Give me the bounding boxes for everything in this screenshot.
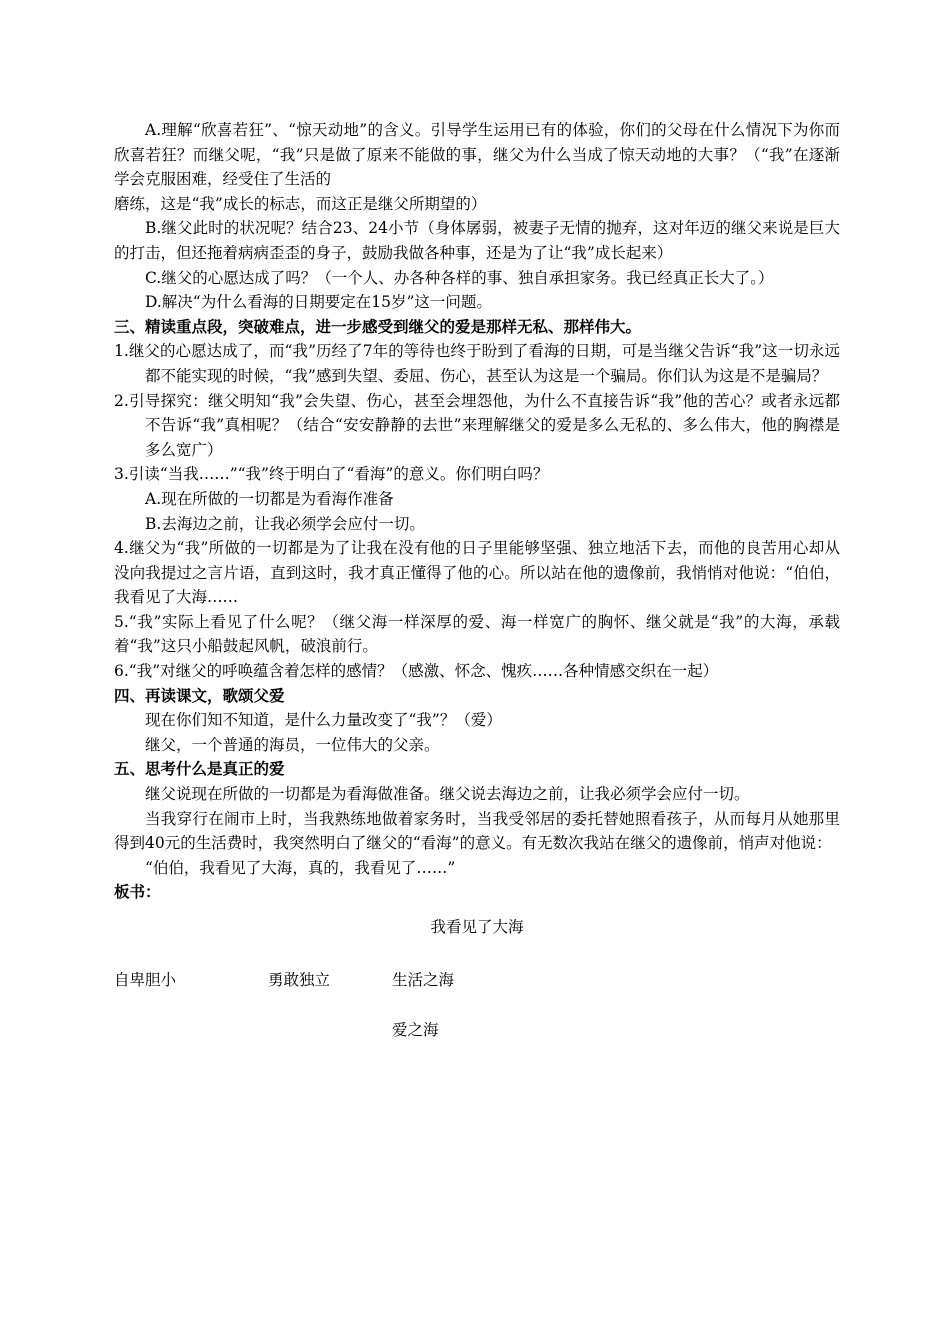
section-three-heading: 三、精读重点段，突破难点，进一步感受到继父的爱是那样无私、那样伟大。 <box>114 316 642 336</box>
board-row-bottom <box>114 1018 840 1042</box>
board-label: 板书： <box>114 882 161 902</box>
point-a-continued: 磨练，这是“我”成长的标志，而这正是继父所期望的） <box>114 194 487 213</box>
section-three-item-2: 2.引导探究：继父明知“我”会失望、伤心，甚至会埋怨他，为什么不直接告诉“我”他的苦心？或者永远都不告诉“我”真相呢？（结合“安安静静的去世”来理解继父的爱是多么无私的、多么伟大，他的胸襟是多么宽广） <box>114 391 840 459</box>
section-three-item-3a: A.现在所做的一切都是为看海作准备 <box>145 489 394 508</box>
document-page <box>114 118 840 1042</box>
section-three-item-6: 6.“我”对继父的呼唤蕴含着怎样的感情？（感激、怀念、愧疚……各种情感交织在一起） <box>114 662 719 681</box>
section-four-line-1: 现在你们知不知道，是什么力量改变了“我”？（爱） <box>145 711 502 730</box>
section-three-item-5: 5.“我”实际上看见了什么呢？（继父海一样深厚的爱、海一样宽广的胸怀、继父就是“我”的大海，承载着“我”这只小船鼓起风帆，破浪前行。 <box>114 612 840 656</box>
board-middle: 勇敢独立 <box>268 970 331 989</box>
board-left: 自卑胆小 <box>114 970 177 989</box>
section-three-item-1: 1.继父的心愿达成了，而“我”历经了7年的等待也终于盼到了看海的日期，可是当继父告诉“我”这一切永远都不能实现的时候，“我”感到失望、委屈、伤心，甚至认为这是一个骗局。你们认为这是不是骗局？ <box>114 342 840 385</box>
section-five-paragraph-1: 继父说现在所做的一切都是为看海做准备。继父说去海边之前，让我必须学会应付一切。 <box>145 785 750 804</box>
board-right: 生活之海 <box>392 970 455 989</box>
section-three-item-4: 4.继父为“我”所做的一切都是为了让我在没有他的日子里能够坚强、独立地活下去，而他的良苦用心却从没向我提过之言片语，直到这时，我才真正懂得了他的心。所以站在他的遗像前，我悄悄对他说：“伯伯，我看见了大海…… <box>114 539 840 607</box>
section-five-quote: “伯伯，我看见了大海，真的，我看见了……” <box>145 858 456 877</box>
point-c: C.继父的心愿达成了吗？（一个人、办各种各样的事、独自承担家务。我已经真正长大了。） <box>145 268 774 287</box>
section-four-line-2: 继父，一个普通的海员，一位伟大的父亲。 <box>145 735 440 754</box>
board-bottom: 爱之海 <box>392 1020 439 1039</box>
section-five-heading: 五、思考什么是真正的爱 <box>114 759 285 779</box>
section-five-paragraph-2: 当我穿行在闹市上时，当我熟练地做着家务时，当我受邻居的委托替她照看孩子，从而每月从她那里得到40元的生活费时，我突然明白了继父的“看海”的意义。有无数次我站在继父的遗像前，悄声对他说： <box>114 809 840 853</box>
board-title: 我看见了大海 <box>430 918 524 936</box>
section-three-item-3b: B.去海边之前，让我必须学会应付一切。 <box>145 514 425 533</box>
section-three-item-3: 3.引读“当我……”“我”终于明白了“看海”的意义。你们明白吗？ <box>114 465 549 484</box>
point-d: D.解决“为什么看海的日期要定在15岁”这一问题。 <box>145 293 492 312</box>
board-row <box>114 968 840 992</box>
point-b: B.继父此时的状况呢？结合23、24小节（身体孱弱，被妻子无情的抛弃，这对年迈的继父来说是巨大的打击，但还拖着病病歪歪的身子，鼓励我做各种事，还是为了让“我”成长起来） <box>114 219 840 262</box>
point-a: A.理解“欣喜若狂”、“惊天动地”的含义。引导学生运用已有的体验，你们的父母在什么情况下为你而欣喜若狂？而继父呢，“我”只是做了原来不能做的事，继父为什么当成了惊天动地的大事？（“我”在逐渐学会克服困难，经受住了生活的 <box>114 121 840 189</box>
section-four-heading: 四、再读课文，歌颂父爱 <box>114 685 285 705</box>
